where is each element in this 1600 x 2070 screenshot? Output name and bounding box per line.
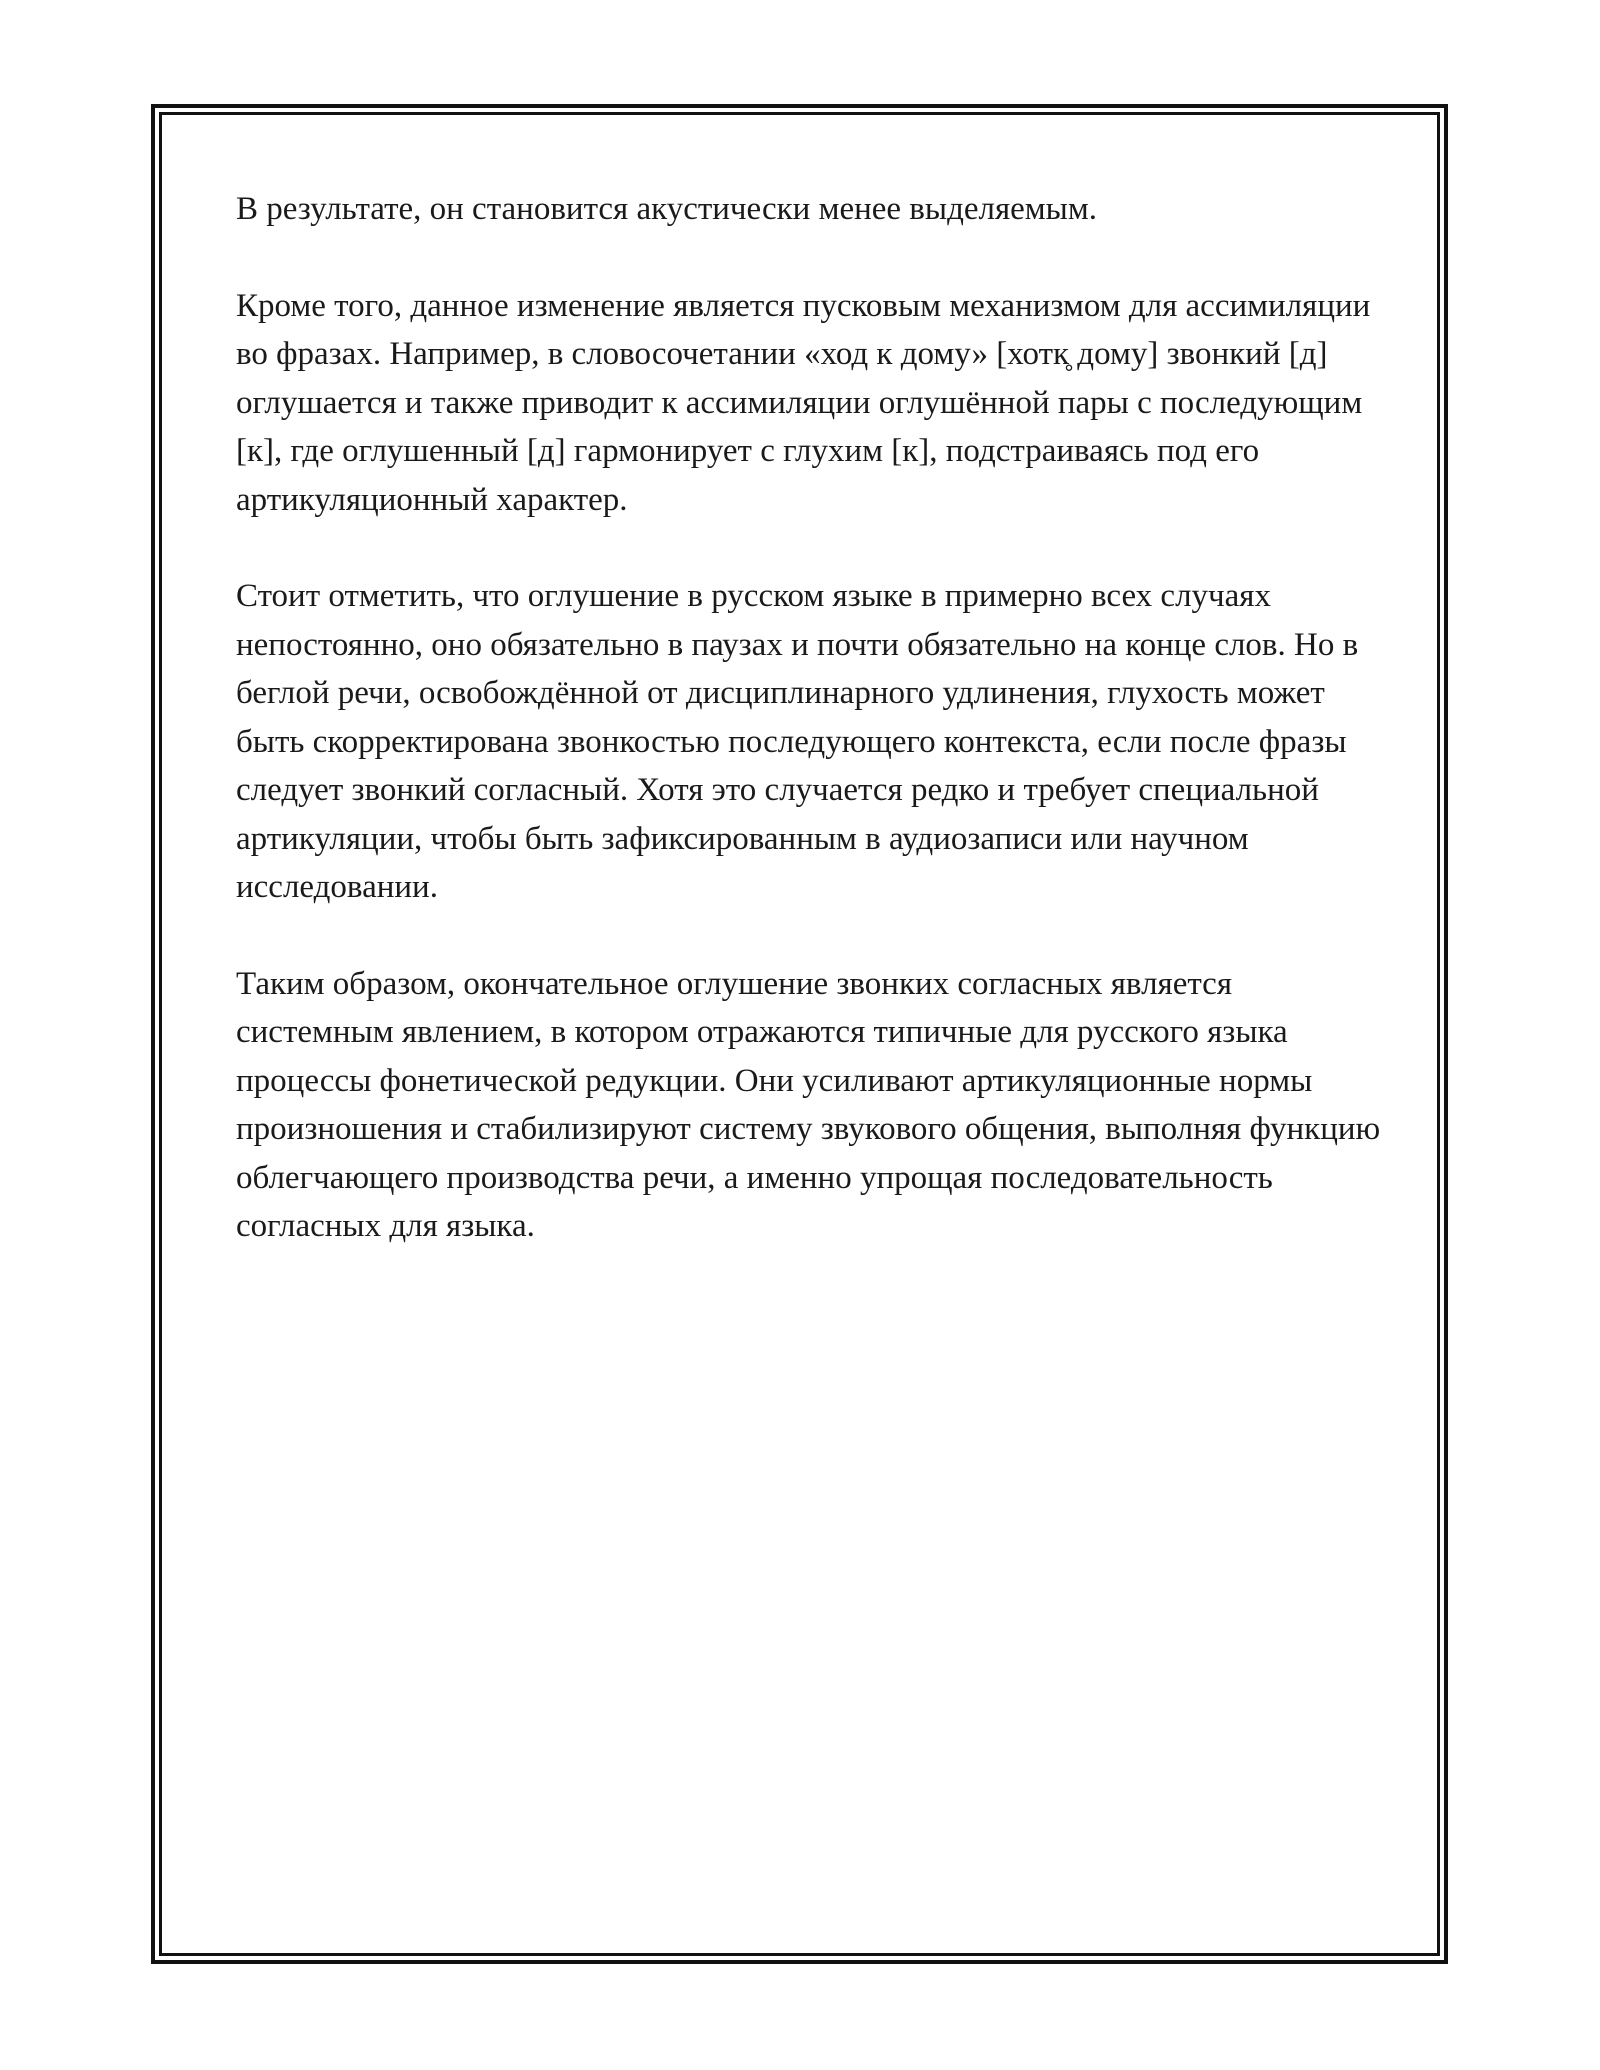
paragraph-3: Стоит отметить, что оглушение в русском языке в примерно всех случаях непостоянно, оно обязательно в паузах и почти обязательно на конце слов. Но в беглой речи, освобождённой от дисциплинарного удлинения, глухость может быть скорректирована звонкостью последующего контекста, если после фразы следует звонкий согласный. Хотя это случается редко и требует специальной артикуляции, чтобы быть зафиксированным в аудиозаписи или научном исследовании. <box>236 578 1359 905</box>
document-body <box>236 185 1386 1299</box>
paragraph-4: Таким образом, окончательное оглушение звонких согласных является системным явлением, в котором отражаются типичные для русского языка процессы фонетической редукции. Они усиливают артикуляционные нормы произношения и стабилизируют систему звукового общения, выполняя функцию облегчающего производства речи, а именно упрощая последовательность согласных для языка. <box>236 965 1381 1244</box>
paragraph-2: Кроме того, данное изменение является пусковым механизмом для ассимиляции во фразах. Например, в словосочетании «ход к дому» [хотк̥ дому] звонкий [д] оглушается и также приводит к ассимиляции оглушённой пары с последующим [к], где оглушенный [д] гармонирует с глухим [к], подстраиваясь под его артикуляционный характер. <box>236 287 1371 518</box>
paragraph-1: В результате, он становится акустически менее выделяемым. <box>236 191 1097 227</box>
